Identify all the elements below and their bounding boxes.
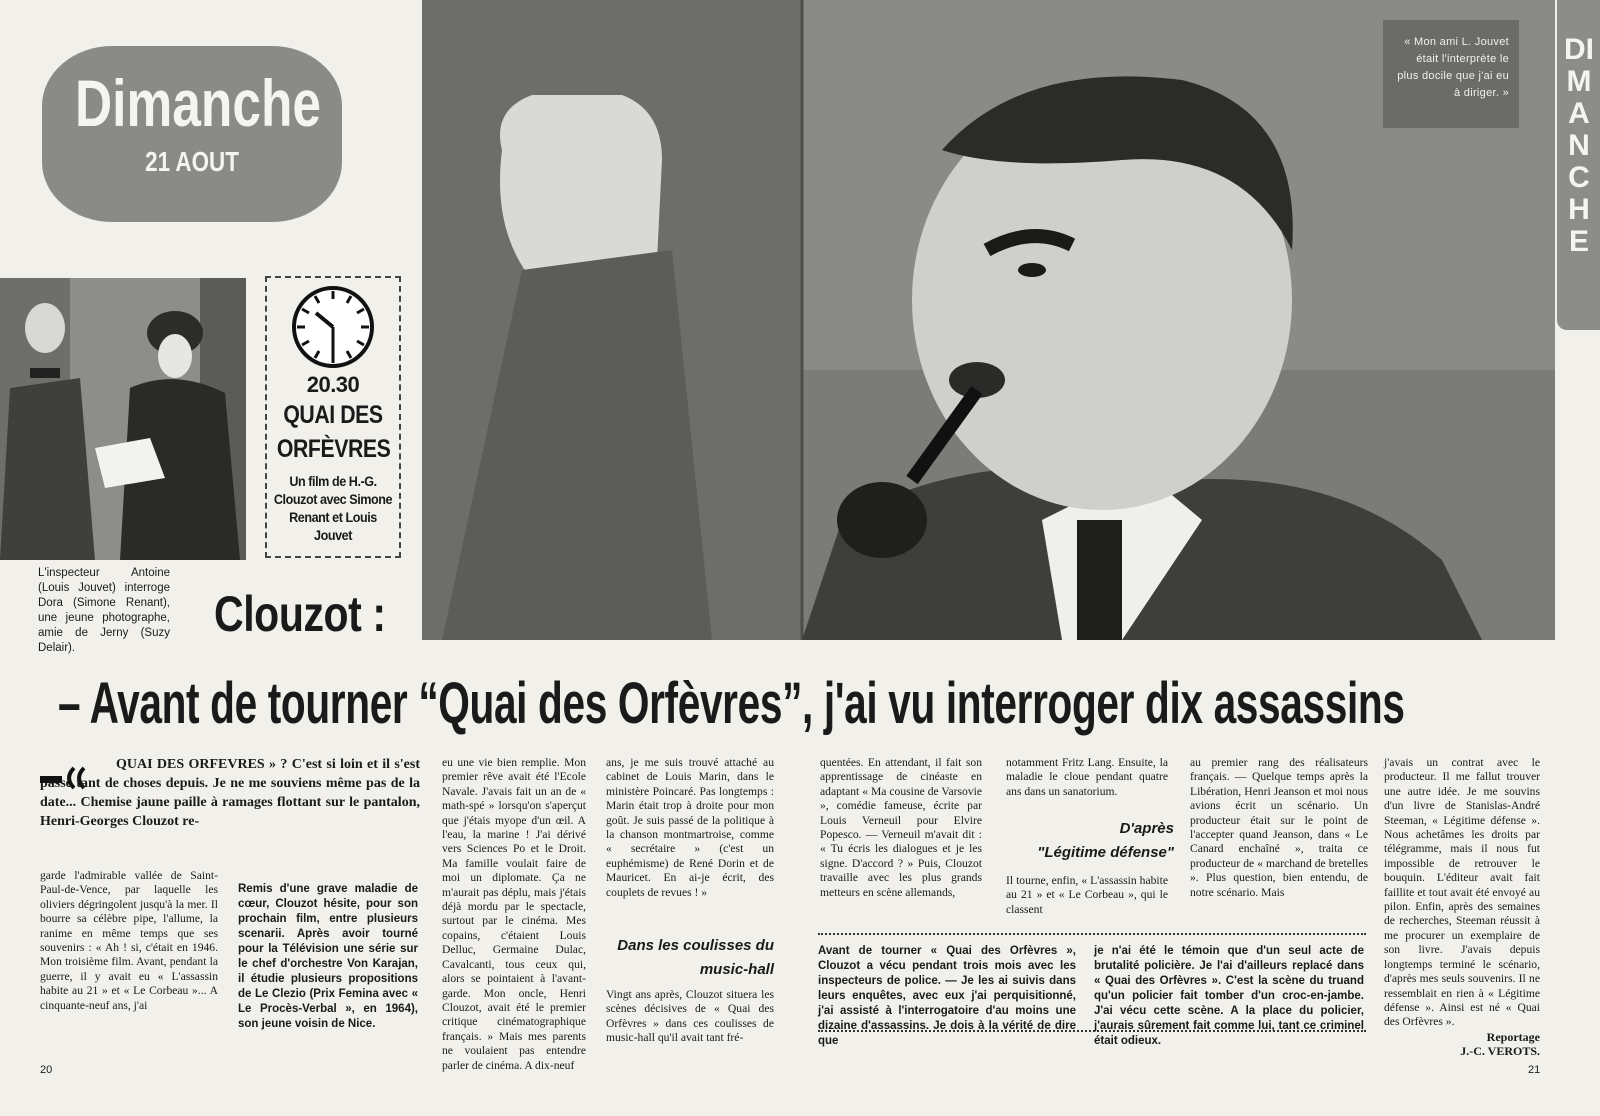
- insert-right: je n'ai été le témoin que d'un seul acte de brutalité policière. Je l'ai d'ailleurs replacé dans « Quai des Orfèvres ». C'est la scène du truand qu'un policier fait tomber d'un croc-en-jambe. J'ai vécu cette scène. A la place du policier, j'aurais sûrement fait comme lui, tant ce criminel était odieux.: [1094, 945, 1364, 1047]
- insert-rule-top: [818, 933, 1366, 935]
- subhead-music-hall: Dans les coulisses du music-hall: [617, 937, 774, 978]
- clock-icon: [290, 284, 376, 370]
- insert-left: Avant de tourner « Quai des Orfèvres », Clouzot a vécu pendant trois mois avec les inspecteurs de police. — Je les ai suivis dans leurs enquêtes, avec eux j'ai perquisitionné, j'ai assisté à l'interrogatoire d'au moins une dizaine d'assassins. Je dois à la vérité de dire que: [818, 945, 1076, 1047]
- photo-quote-box: « Mon ami L. Jouvet était l'interprète le plus docile que j'ai eu à diriger. »: [1383, 20, 1519, 128]
- dimanche-side-tab: [1557, 0, 1600, 330]
- logo-date: 21 AOUT: [145, 146, 239, 177]
- article-col8: j'avais un contrat avec le producteur. Il me fallut trouver une autre idée. Je me souvins d'un livre de Stanislas-André Steeman, « Légitime défense ». Nous achetâmes les droits par télégramme, mais il nous fut impossible de retrouver le bouquin. L'éditeur avait fait faillite et tout avait été envoyé au pilon. Enfin, après des semaines de recherches, Steeman réussit à me procurer un exemplaire de son livre. J'avais depuis longtemps terminé le scénario, d'après mes seuls souvenirs. Il ne ressemblait en rien à « Légitime défense ». Ainsi est né « Quai des Orfèvres ».: [1384, 756, 1540, 1029]
- film-still-illustration: [0, 278, 246, 560]
- dimanche-logo: [42, 46, 342, 222]
- headline-name: Clouzot :: [214, 586, 386, 642]
- article-col5: quentées. En attendant, il fait son apprentissage de cinéaste en adaptant « Ma cousine de Varsovie », comédie fameuse, écrite par Louis Verneuil pour Elvire Popesco. — Verneuil m'avait dit : « Tu écris les dialogues et je les signe. D'accord ? » Puis, Clouzot travaille avec les plus grands metteurs en scène allemands,: [820, 756, 982, 899]
- film-still-photo: [0, 278, 246, 560]
- subhead-legitime-defense: "Légitime défense": [1037, 844, 1174, 861]
- program-time: 20.30: [306, 372, 360, 397]
- article-col6a: notamment Fritz Lang. Ensuite, la maladie le cloue pendant quatre ans dans un sanatorium.: [1006, 756, 1168, 798]
- program-credits: Un film de H.-G. Clouzot avec Simone Renant et Louis Jouvet: [273, 473, 393, 543]
- page-number-right: 21: [1528, 1064, 1541, 1076]
- still-caption: L'inspecteur Antoine (Louis Jouvet) interroge Dora (Simone Renant), une jeune photographe, amie de Jerny (Suzy Delair).: [38, 567, 170, 654]
- article-intro-box: Remis d'une grave maladie de cœur, Clouzot hésite, pour son prochain film, entre plusieurs scenarii. Après avoir tourné pour la Télévision une série sur le chef d'orchestre Von Karajan, il étudie plusieurs propositions de Le Clezio (Prix Femina avec « Le Procès-Verbal », en 1964), son jeune voisin de Nice.: [238, 883, 418, 1030]
- side-tab-label: DIMANCHE: [1564, 33, 1594, 258]
- article-lead: QUAI DES ORFEVRES » ? C'est si loin et il s'est passé tant de choses depuis. Je ne me souviens même pas de la date... Chemise jaune paille à ramages flottant sur le pantalon, Henri-Georges Clouzot re-: [40, 757, 420, 829]
- page-number-left: 20: [40, 1064, 53, 1076]
- article-col7: au premier rang des réalisateurs français. — Quelque temps après la Libération, Henri Jeanson et moi nous avions écrit un scénario. Un producteur était sur le point de l'accepter quand Jeanson, dans « Le Canard enchaîné », traita ce producteur de « marchand de bretelles ». Plus question, bien entendu, de notre scénario. Mais: [1190, 756, 1368, 899]
- signature-name: J.-C. VEROTS.: [1460, 1044, 1540, 1058]
- article-col1: garde l'admirable vallée de Saint-Paul-de-Vence, par laquelle les oliviers dégringolent jusqu'à la mer. Il bourre sa célèbre pipe, l'allume, la ranime en même temps que ses souvenirs : « Ah ! si, c'était en 1946. Mon troisième film. Avant, pendant la guerre, il y avait eu « L'assassin habite au 21 » et « Le Corbeau »... A cinquante-neuf ans, j'ai: [40, 869, 218, 1012]
- subhead-dapres: D'après: [1119, 820, 1174, 837]
- article-col6b: Il tourne, enfin, « L'assassin habite au 21 » et « Le Corbeau », qui le classent: [1006, 874, 1168, 916]
- insert-rule-bottom: [818, 1030, 1366, 1032]
- article-col3: eu une vie bien remplie. Mon premier rêve avait été l'Ecole Navale. J'avais fait un an de « math-spé » lorsqu'on s'aperçut que j'étais myope d'un œil. A l'eau, la marine ! J'ai dérivé vers Sciences Po et le Droit. Ma famille voulait faire de moi un diplomate. Ça ne m'aurait pas déplu, mais j'étais déjà mordu par le spectacle, surtout par le cinéma. Mes copains, c'étaient Louis Delluc, Germaine Dulac, Cavalcanti, tous ceux qui, alors se pointaient à l'avant-garde. Mon oncle, Henri Clouzot, avait été le premier critique cinématographique français. » Mais mes parents ne voulaient pas entendre parler de cinéma. A dix-neuf: [442, 756, 586, 1072]
- signature-label: Reportage: [1486, 1030, 1540, 1044]
- article-col4b: Vingt ans après, Clouzot situera les scènes décisives de « Quai des Orfèvres » dans ces coulisses de music-hall qu'il avait tant fré-: [606, 988, 774, 1045]
- program-box: [265, 276, 401, 558]
- article-col4a: ans, je me suis trouvé attaché au cabinet de Louis Marin, dans le ministère Poincaré. Pas longtemps : Marin était trop à droite pour mon goût. Je suis passé de la politique à la chanson montmartroise, comme « secrétaire » (c'est un euphémisme) de René Dorin et de Mauricet. En ai-je écrit, des couplets de revues ! »: [606, 756, 774, 899]
- logo-title: Dimanche: [75, 66, 322, 140]
- program-title: QUAI DES ORFÈVRES: [276, 401, 391, 463]
- headline-main: – Avant de tourner “Quai des Orfèvres”, j'ai vu interroger dix assassins: [58, 671, 1405, 736]
